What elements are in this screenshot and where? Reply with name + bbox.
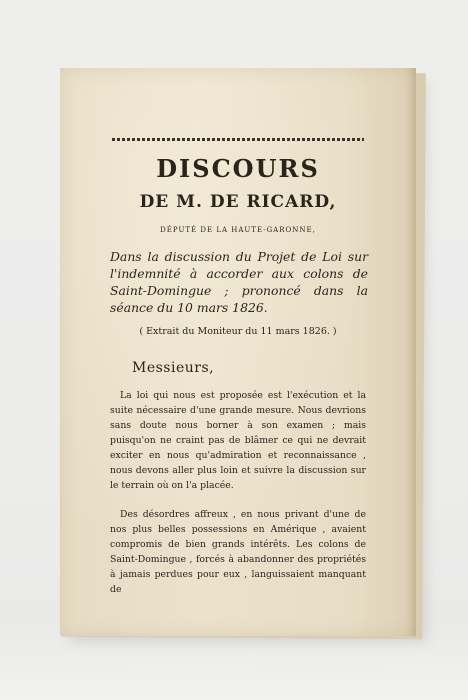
document-subtitle: DE M. DE RICARD, [139, 192, 337, 212]
salutation: Messieurs, [132, 360, 215, 376]
body-paragraph: La loi qui nous est proposée est l'exécution et la suite nécessaire d'une grande mesure. Nous devrions sans doute nous borner à son examen ; mais puisqu'on ne craint pas de blâmer ce qui ne devrait exciter en nous qu'admiration et reconnaissance , nous devons aller plus loin et suivre la discussion sur le terrain où on l'a placée. [110, 390, 366, 491]
document-title: DISCOURS [156, 154, 320, 183]
extract-note: ( Extrait du Moniteur du 11 mars 1826. ) [139, 326, 337, 337]
decorative-rule [112, 138, 364, 141]
body-paragraph: Des désordres affreux , en nous privant d'une de nos plus belles possessions en Amérique , avaient compromis de bien grands intérêts. Les colons de Saint-Domingue , forcés à abandonner des propriétés à jamais perdues pour eux , languissaient manquant de [110, 509, 366, 595]
author-affiliation: DÉPUTÉ DE LA HAUTE-GARONNE, [160, 226, 316, 234]
document-description: Dans la discussion du Projet de Loi sur l'indemnité à accorder aux colons de Saint-Domingue ; prononcé dans la séance du 10 mars 1826. [110, 249, 368, 315]
document-page [60, 68, 416, 636]
